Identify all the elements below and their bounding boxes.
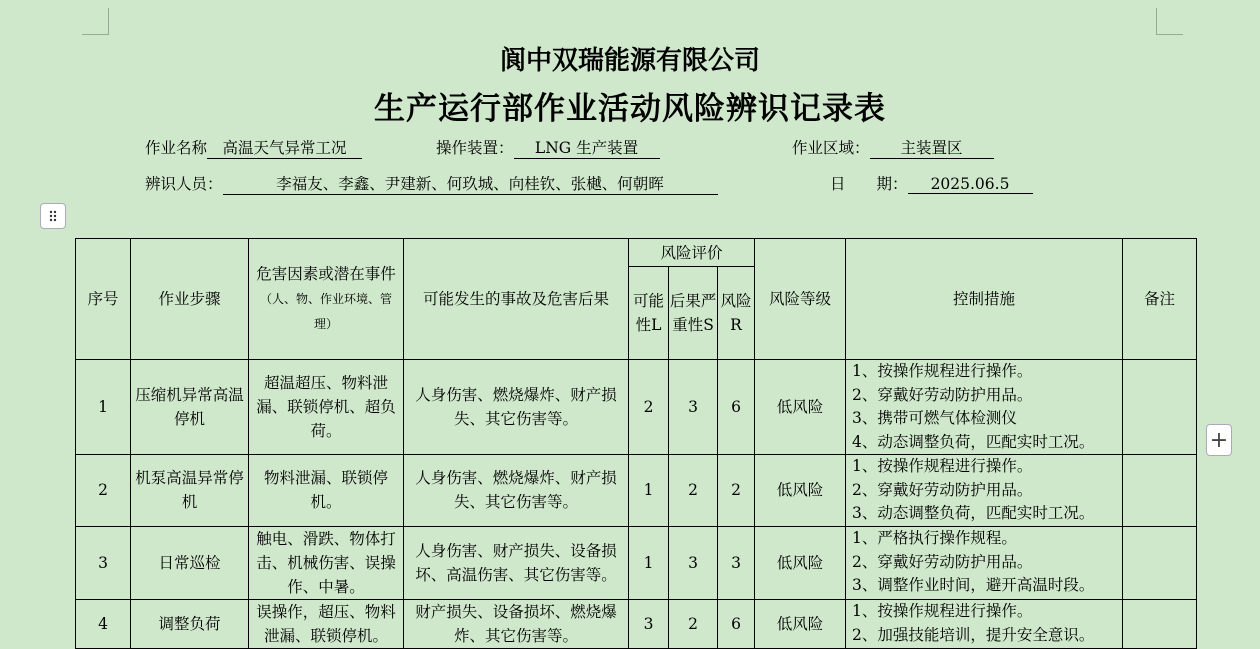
header-risk-r: 风险R xyxy=(718,267,755,360)
cell-severity: 2 xyxy=(669,599,718,648)
cell-level: 低风险 xyxy=(755,360,846,455)
measure-item: 2、穿戴好劳动防护用品。 xyxy=(852,385,1033,404)
device-value: LNG 生产装置 xyxy=(514,136,660,159)
measure-item: 3、调整作业时间，避开高温时段。 xyxy=(852,576,1095,595)
date-label: 日 期： xyxy=(830,175,908,193)
page-corner-mark-right xyxy=(1156,8,1183,35)
cell-measures xyxy=(846,599,1123,648)
page-corner-mark-left xyxy=(82,8,109,35)
header-step: 作业步骤 xyxy=(131,239,249,360)
cell-likelihood: 1 xyxy=(629,455,669,527)
cell-level: 低风险 xyxy=(755,455,846,527)
header-consequence: 可能发生的事故及危害后果 xyxy=(404,239,629,360)
area-value: 主装置区 xyxy=(870,136,994,159)
measure-item: 1、按操作规程进行操作。 xyxy=(852,457,1033,475)
header-likelihood: 可能性L xyxy=(629,267,669,360)
job-name-value: 高温天气异常工况 xyxy=(207,136,362,159)
cell-step: 调整负荷 xyxy=(131,599,249,648)
measure-item: 1、严格执行操作规程。 xyxy=(852,529,1017,548)
header-no: 序号 xyxy=(76,239,131,360)
cell-consequence: 人身伤害、燃烧爆炸、财产损失、其它伤害等。 xyxy=(404,455,629,527)
cell-likelihood: 1 xyxy=(629,526,669,599)
job-name-label: 作业名称 xyxy=(145,139,208,157)
cell-severity: 3 xyxy=(669,360,718,455)
cell-hazard: 触电、滑跌、物体打击、机械伤害、误操作、中暑。 xyxy=(249,526,404,599)
measure-item: 3、动态调整负荷，匹配实时工况。 xyxy=(852,504,1095,522)
header-hazard xyxy=(249,239,404,360)
cell-likelihood: 2 xyxy=(629,360,669,455)
cell-step: 机泵高温异常停机 xyxy=(131,455,249,527)
measure-item: 1、按操作规程进行操作。 xyxy=(852,602,1033,620)
cell-risk: 3 xyxy=(718,526,755,599)
cell-step: 压缩机异常高温停机 xyxy=(131,360,249,455)
cell-no: 2 xyxy=(76,455,131,527)
cell-measures xyxy=(846,455,1123,527)
header-level: 风险等级 xyxy=(755,239,846,360)
table-row xyxy=(76,526,1197,599)
cell-risk: 6 xyxy=(718,360,755,455)
measure-item: 4、动态调整负荷，匹配实时工况。 xyxy=(852,432,1095,451)
cell-risk: 6 xyxy=(718,599,755,648)
cell-severity: 3 xyxy=(669,526,718,599)
table-row xyxy=(76,599,1197,648)
device-label: 操作装置： xyxy=(436,139,514,157)
cell-likelihood: 3 xyxy=(629,599,669,648)
area-row xyxy=(792,136,994,159)
header-severity: 后果严重性S xyxy=(669,267,718,360)
cell-level: 低风险 xyxy=(755,599,846,648)
table-row xyxy=(76,455,1197,527)
cell-step: 日常巡检 xyxy=(131,526,249,599)
cell-consequence: 财产损失、设备损坏、燃烧爆炸、其它伤害等。 xyxy=(404,599,629,648)
risk-table xyxy=(75,238,1197,649)
job-name-row xyxy=(145,136,362,159)
date-value: 2025.06.5 xyxy=(908,175,1033,194)
area-label: 作业区域： xyxy=(792,139,870,157)
measure-item: 2、穿戴好劳动防护用品。 xyxy=(852,552,1033,571)
cell-risk: 2 xyxy=(718,455,755,527)
cell-level: 低风险 xyxy=(755,526,846,599)
measure-item: 1、按操作规程进行操作。 xyxy=(852,362,1033,380)
measure-item: 3、携带可燃气体检测仪 xyxy=(852,409,1017,427)
add-row-button[interactable] xyxy=(1206,424,1232,456)
identifiers-value: 李福友、李鑫、尹建新、何玖城、向桂钦、张樾、何朝晖 xyxy=(223,172,718,195)
cell-remark xyxy=(1123,526,1197,599)
header-hazard-sub: （人、物、作业环境、管理） xyxy=(259,292,392,331)
identifiers-row xyxy=(145,172,718,195)
cell-severity: 2 xyxy=(669,455,718,527)
cell-hazard: 误操作，超压、物料泄漏、联锁停机。 xyxy=(249,599,404,648)
document-title: 生产运行部作业活动风险辨识记录表 xyxy=(374,91,886,127)
table-move-handle[interactable] xyxy=(40,203,66,229)
cell-consequence: 人身伤害、燃烧爆炸、财产损失、其它伤害等。 xyxy=(404,360,629,455)
device-row xyxy=(436,136,660,159)
plus-icon: + xyxy=(1209,427,1229,453)
header-risk-eval: 风险评价 xyxy=(629,239,755,267)
header-measures: 控制措施 xyxy=(846,239,1123,360)
cell-measures xyxy=(846,526,1123,599)
cell-no: 3 xyxy=(76,526,131,599)
cell-consequence: 人身伤害、财产损失、设备损坏、高温伤害、其它伤害等。 xyxy=(404,526,629,599)
cell-remark xyxy=(1123,360,1197,455)
header-hazard-main: 危害因素或潜在事件 xyxy=(256,265,396,283)
cell-hazard: 超温超压、物料泄漏、联锁停机、超负荷。 xyxy=(249,360,404,455)
cell-measures xyxy=(846,360,1123,455)
identifiers-label: 辨识人员： xyxy=(145,175,223,193)
measure-item: 2、穿戴好劳动防护用品。 xyxy=(852,480,1033,499)
date-row xyxy=(830,172,1033,194)
measure-item: 2、加强技能培训，提升安全意识。 xyxy=(852,625,1095,644)
company-name: 阆中双瑞能源有限公司 xyxy=(499,46,760,76)
drag-handle-icon xyxy=(48,209,58,223)
cell-hazard: 物料泄漏、联锁停机。 xyxy=(249,455,404,527)
cell-remark xyxy=(1123,599,1197,648)
cell-remark xyxy=(1123,455,1197,527)
table-row xyxy=(76,360,1197,455)
header-remark: 备注 xyxy=(1123,239,1197,360)
cell-no: 1 xyxy=(76,360,131,455)
cell-no: 4 xyxy=(76,599,131,648)
